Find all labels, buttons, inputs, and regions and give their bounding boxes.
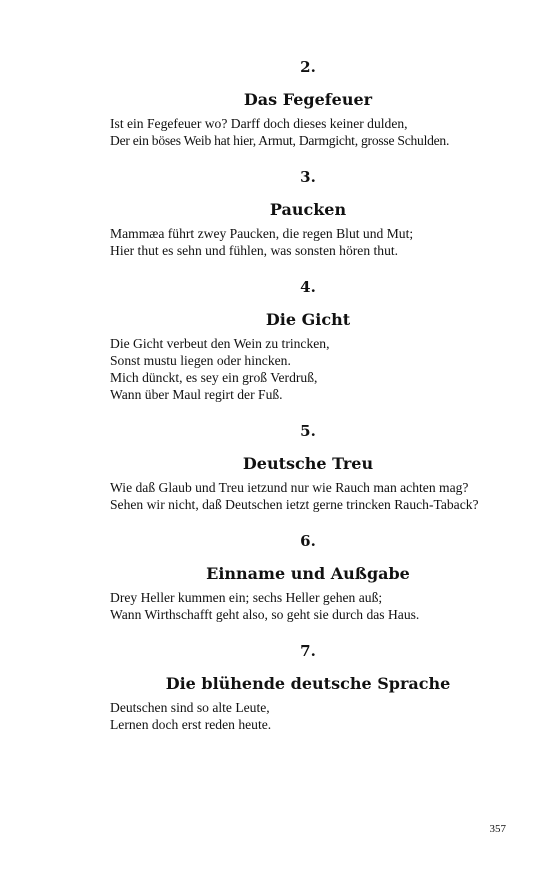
poem-number: 2. bbox=[300, 58, 316, 76]
poem-line: Der ein böses Weib hat hier, Armut, Darmgicht, grosse Schulden. bbox=[110, 133, 450, 148]
poem bbox=[110, 531, 506, 623]
poem bbox=[110, 421, 506, 513]
poem-title: Einname und Außgabe bbox=[206, 564, 410, 583]
poem-number: 4. bbox=[300, 278, 316, 296]
poem-line: Lernen doch erst reden heute. bbox=[110, 717, 272, 732]
poem-line: Mammæa führt zwey Paucken, die regen Blut und Mut; bbox=[110, 226, 414, 241]
poem-number: 5. bbox=[300, 422, 316, 440]
poem-line: Wie daß Glaub und Treu ietzund nur wie Rauch man achten mag? bbox=[110, 480, 469, 495]
poem-title: Paucken bbox=[269, 200, 347, 219]
poem-title: Das Fegefeuer bbox=[243, 90, 373, 109]
poem-title: Die Gicht bbox=[265, 310, 351, 329]
poem-line: Mich dünckt, es sey ein groß Verdruß, bbox=[110, 370, 318, 385]
poem bbox=[110, 277, 506, 403]
poem bbox=[110, 57, 506, 149]
poem-line: Ist ein Fegefeuer wo? Darff doch dieses keiner dulden, bbox=[110, 116, 408, 131]
poem-line: Die Gicht verbeut den Wein zu trincken, bbox=[110, 336, 330, 351]
poem-line: Deutschen sind so alte Leute, bbox=[110, 700, 270, 715]
poem-line: Sehen wir nicht, daß Deutschen ietzt gerne trincken Rauch-Taback? bbox=[110, 497, 479, 512]
poem-title: Die blühende deutsche Sprache bbox=[165, 674, 451, 693]
poem-line: Wann Wirthschafft geht also, so geht sie durch das Haus. bbox=[110, 607, 420, 622]
poem bbox=[110, 167, 506, 259]
poem-line: Sonst mustu liegen oder hincken. bbox=[110, 353, 291, 368]
poem-number: 6. bbox=[300, 532, 316, 550]
poem-list bbox=[110, 57, 506, 751]
page-number: 357 bbox=[489, 823, 506, 835]
poem-line: Hier thut es sehn und fühlen, was sonsten hören thut. bbox=[110, 243, 399, 258]
poem-line: Wann über Maul regirt der Fuß. bbox=[110, 387, 283, 402]
poem-number: 7. bbox=[300, 642, 316, 660]
poem bbox=[110, 641, 506, 733]
poem-title: Deutsche Treu bbox=[242, 454, 374, 473]
poem-line: Drey Heller kummen ein; sechs Heller gehen auß; bbox=[110, 590, 383, 605]
poem-number: 3. bbox=[300, 168, 316, 186]
